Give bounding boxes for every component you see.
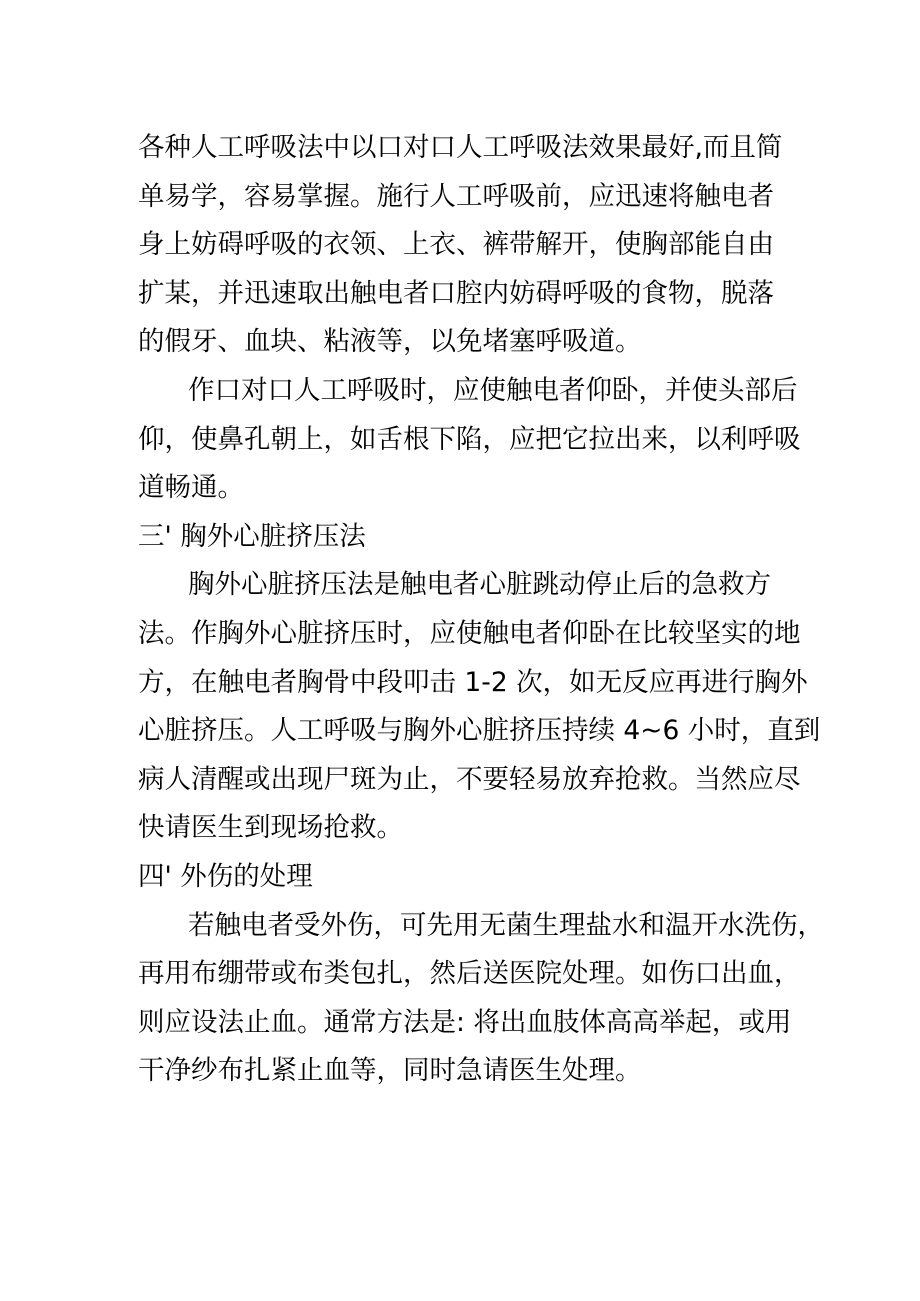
section-heading-trauma-treatment: 四' 外伤的处理 [138, 860, 313, 892]
text-line: 若触电者受外伤，可先用无菌生理盐水和温开水洗伤， [188, 909, 824, 941]
text-line: 干净纱布扎紧止血等，同时急请医生处理。 [138, 1055, 642, 1087]
text-line: 道畅通。 [138, 472, 244, 504]
text-line: 身上妨碍呼吸的衣领、上衣、裤带解开，使胸部能自由 [138, 229, 774, 261]
text-line: 方，在触电者胸骨中段叩击 1-2 次，如无反应再进行胸外 [138, 666, 808, 698]
text-line: 扩某，并迅速取出触电者口腔内妨碍呼吸的食物，脱落 [138, 277, 774, 309]
paragraph-trauma-treatment [138, 902, 824, 1096]
section-heading-chest-compression: 三' 胸外心脏挤压法 [138, 520, 366, 552]
paragraph-mouth-to-mouth-intro [138, 124, 788, 367]
paragraph-mouth-to-mouth-procedure [138, 367, 801, 513]
text-line: 作口对口人工呼吸时，应使触电者仰卧，并使头部后 [188, 374, 798, 406]
text-line: 的假牙、血块、粘液等，以免堵塞呼吸道。 [138, 326, 642, 358]
text-line: 法。作胸外心脏挤压时，应使触电者仰卧在比较坚实的地 [138, 617, 801, 649]
text-line: 单易学，容易掌握。施行人工呼吸前，应迅速将触电者 [138, 180, 774, 212]
paragraph-chest-compression [138, 561, 821, 853]
document-body [138, 124, 824, 1096]
text-line: 胸外心脏挤压法是触电者心脏跳动停止后的急救方 [188, 569, 771, 601]
text-line: 快请医生到现场抢救。 [138, 812, 403, 844]
text-line: 病人清醒或出现尸斑为止，不要轻易放弃抢救。当然应尽 [138, 763, 801, 795]
text-line: 再用布绷带或布类包扎，然后送医院处理。如伤口出血， [138, 958, 801, 990]
text-line: 心脏挤压。人工呼吸与胸外心脏挤压持续 4~6 小时，直到 [138, 715, 821, 747]
text-line: 仰，使鼻孔朝上，如舌根下陷，应把它拉出来，以利呼吸 [138, 423, 801, 455]
text-line: 各种人工呼吸法中以口对口人工呼吸法效果最好,而且简 [138, 132, 783, 163]
text-line: 则应设法止血。通常方法是: 将出血肢体高高举起，或用 [138, 1006, 792, 1038]
